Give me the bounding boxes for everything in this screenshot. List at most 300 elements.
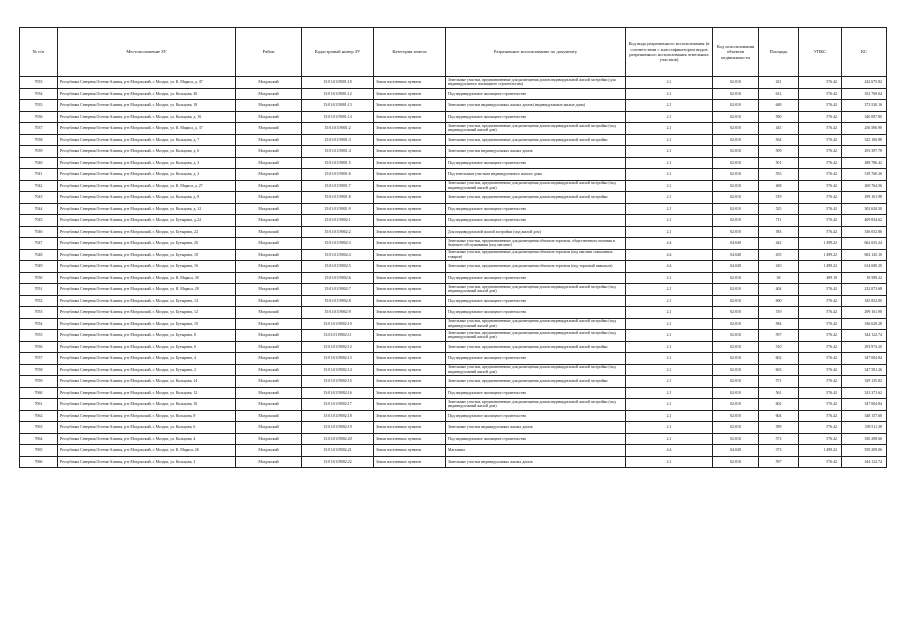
cell-upks: 576.42: [799, 376, 842, 388]
cell-district: Моздокский: [236, 238, 302, 250]
cell-realty-use-code: 02:010: [713, 123, 759, 135]
cell-location: Республика Северная Осетия-Алания, р-н Моздокский, г. Моздок, ул. Кольцова, д. 6: [58, 146, 236, 158]
cell-land-category: Земли населенных пунктов: [374, 169, 446, 181]
cell-use-type-code: 2.1: [626, 272, 713, 284]
cell-realty-use-code: 02:010: [713, 456, 759, 468]
cell-cadastral-number: 15:01:0119002:14: [302, 364, 374, 376]
table-row: [20, 169, 887, 181]
cell-location: Республика Северная Осетия-Алания, р-н Моздокский, г. Моздок, ул. Бутырина, 22: [58, 226, 236, 238]
cell-number: 7055: [20, 330, 58, 342]
cell-ks: 662 655.24: [842, 238, 887, 250]
cell-location: Республика Северная Осетия-Алания, р-н Моздокский, г. Моздок, ул. Кольцова, 20: [58, 88, 236, 100]
cell-ks: 344 122.74: [842, 330, 887, 342]
cell-ks: 323 371.62: [842, 387, 887, 399]
cell-upks: 576.42: [799, 295, 842, 307]
cell-district: Моздокский: [236, 203, 302, 215]
cell-area: 501: [759, 157, 799, 169]
cell-district: Моздокский: [236, 284, 302, 296]
table-row: [20, 146, 887, 158]
cell-number: 7064: [20, 433, 58, 445]
cell-upks: 576.42: [799, 169, 842, 181]
cell-cadastral-number: 15:01:0119001:12: [302, 88, 374, 100]
cell-number: 7062: [20, 410, 58, 422]
cell-land-category: Земли населенных пунктов: [374, 445, 446, 457]
table-row: [20, 295, 887, 307]
cell-use-type-code: 2.1: [626, 433, 713, 445]
cell-district: Моздокский: [236, 77, 302, 89]
cell-use-type-code: 4.4: [626, 249, 713, 261]
cell-ks: 344 122.74: [842, 456, 887, 468]
cell-number: 7059: [20, 376, 58, 388]
cell-ks: 325 100.88: [842, 134, 887, 146]
cell-cadastral-number: 15:01:0119002:4: [302, 249, 374, 261]
cell-upks: 576.42: [799, 215, 842, 227]
cell-cadastral-number: 15:01:0119002:10: [302, 318, 374, 330]
cell-number: 7035: [20, 100, 58, 112]
cell-upks: 576.42: [799, 77, 842, 89]
register-sheet: [19, 27, 886, 468]
cell-realty-use-code: 04:040: [713, 261, 759, 273]
cell-upks: 576.42: [799, 180, 842, 192]
cell-permitted-use: Под индивидуальное жилищное строительство: [446, 307, 626, 319]
table-row: [20, 318, 887, 330]
cell-land-category: Земли населенных пунктов: [374, 123, 446, 135]
cell-upks: 1 499.22: [799, 445, 842, 457]
table-row: [20, 77, 887, 89]
cell-cadastral-number: 15:01:0119002:21: [302, 445, 374, 457]
cell-ks: 347 004.84: [842, 399, 887, 411]
cell-number: 7050: [20, 272, 58, 284]
cell-area: 421: [759, 77, 799, 89]
cell-ks: 299 161.98: [842, 192, 887, 204]
cell-land-category: Земли населенных пунктов: [374, 203, 446, 215]
cell-district: Моздокский: [236, 364, 302, 376]
cell-use-type-code: 2.1: [626, 157, 713, 169]
cell-permitted-use: Под индивидуальное жилищное строительство: [446, 157, 626, 169]
cell-permitted-use: Под индивидуальное жилищное строительство: [446, 295, 626, 307]
cell-land-category: Земли населенных пунктов: [374, 249, 446, 261]
cell-permitted-use: Земельные участки, предназначенные для размещения объектов торговли, общественного питания и бытового обслуживания (под магазин): [446, 238, 626, 250]
table-row: [20, 422, 887, 434]
cell-district: Моздокский: [236, 88, 302, 100]
cell-permitted-use: Земельные участки, предназначенные для размещения домов индивидуальной жилой застройки: [446, 134, 626, 146]
cell-number: 7049: [20, 261, 58, 273]
cell-land-category: Земли населенных пунктов: [374, 88, 446, 100]
cell-permitted-use: Под индивидуальное жилищное строительство: [446, 410, 626, 422]
cell-area: 590: [759, 111, 799, 123]
cell-permitted-use: Земельные участки, предназначенные для размещения объектов торговли (под торговый павильон): [446, 261, 626, 273]
cell-location: Республика Северная Осетия-Алания, р-н Моздокский, г. Моздок, ул. Бутырина, 20: [58, 238, 236, 250]
cell-district: Моздокский: [236, 307, 302, 319]
cell-use-type-code: 2.1: [626, 364, 713, 376]
cell-district: Моздокский: [236, 192, 302, 204]
cell-area: 404: [759, 284, 799, 296]
cell-realty-use-code: 02:010: [713, 203, 759, 215]
cell-permitted-use: Под индивидуальное жилищное строительство: [446, 433, 626, 445]
cell-upks: 576.42: [799, 111, 842, 123]
cell-permitted-use: Земельные участки, предназначенные для размещения домов индивидуальной жилой застройки (для индивидуального жилищного строительства): [446, 77, 626, 89]
cell-cadastral-number: 15:01:0119002:19: [302, 422, 374, 434]
cell-cadastral-number: 15:01:0119001:9: [302, 203, 374, 215]
cell-number: 7054: [20, 318, 58, 330]
cell-ks: 352 769.04: [842, 88, 887, 100]
cell-upks: 1 499.22: [799, 261, 842, 273]
cell-use-type-code: 2.1: [626, 456, 713, 468]
cell-permitted-use: Под индивидуальное жилищное строительство: [446, 215, 626, 227]
cell-upks: 576.42: [799, 123, 842, 135]
table-row: [20, 410, 887, 422]
table-row: [20, 180, 887, 192]
cell-number: 7057: [20, 353, 58, 365]
cell-upks: 576.42: [799, 146, 842, 158]
table-row: [20, 88, 887, 100]
header-upks: УПКС: [799, 28, 842, 77]
cell-upks: 576.42: [799, 399, 842, 411]
cell-district: Моздокский: [236, 272, 302, 284]
cell-cadastral-number: 15:01:0119002:8: [302, 295, 374, 307]
cell-area: 519: [759, 307, 799, 319]
cell-district: Моздокский: [236, 215, 302, 227]
cell-area: 38: [759, 272, 799, 284]
cell-area: 602: [759, 399, 799, 411]
cell-use-type-code: 2.1: [626, 203, 713, 215]
cell-realty-use-code: 02:010: [713, 399, 759, 411]
cell-ks: 682 145.10: [842, 249, 887, 261]
cell-land-category: Земли населенных пунктов: [374, 330, 446, 342]
cell-permitted-use: Под индивидуальное жилищное строительство: [446, 387, 626, 399]
cell-number: 7052: [20, 295, 58, 307]
table-row: [20, 192, 887, 204]
cell-area: 525: [759, 203, 799, 215]
table-row: [20, 123, 887, 135]
cell-upks: 576.42: [799, 410, 842, 422]
cell-permitted-use: Земельные участки, предназначенные для размещения домов индивидуальной жилой застройки (под индивидуальный жилой дом): [446, 330, 626, 342]
cell-upks: 576.42: [799, 157, 842, 169]
cell-cadastral-number: 15:01:0119002:13: [302, 353, 374, 365]
cell-permitted-use: Земельные участки индивидуальных жилых домов: [446, 146, 626, 158]
cell-upks: 576.42: [799, 422, 842, 434]
cell-use-type-code: 2.1: [626, 192, 713, 204]
cell-location: Республика Северная Осетия-Алания, р-н Моздокский, г. Моздок, ул. Бутырина, 16: [58, 261, 236, 273]
cell-location: Республика Северная Осетия-Алания, р-н Моздокский, г. Моздок, ул. Кольцова, д. 12: [58, 203, 236, 215]
cell-land-category: Земли населенных пунктов: [374, 422, 446, 434]
cell-land-category: Земли населенных пунктов: [374, 399, 446, 411]
cell-location: Республика Северная Осетия-Алания, р-н Моздокский, г. Моздок, ул. Кольцова, 14: [58, 376, 236, 388]
table-row: [20, 272, 887, 284]
cell-cadastral-number: 15:01:0119002:22: [302, 456, 374, 468]
cell-realty-use-code: 02:010: [713, 146, 759, 158]
cell-cadastral-number: 15:01:0119001:13: [302, 100, 374, 112]
cell-number: 7042: [20, 180, 58, 192]
cell-realty-use-code: 02:010: [713, 100, 759, 112]
cell-area: 597: [759, 330, 799, 342]
cell-realty-use-code: 02:010: [713, 376, 759, 388]
cell-area: 442: [759, 238, 799, 250]
cell-use-type-code: 2.1: [626, 123, 713, 135]
table-row: [20, 111, 887, 123]
cell-use-type-code: 2.1: [626, 399, 713, 411]
cell-use-type-code: 2.1: [626, 88, 713, 100]
cell-number: 7039: [20, 146, 58, 158]
cell-cadastral-number: 15:01:0119002:5: [302, 261, 374, 273]
cell-land-category: Земли населенных пунктов: [374, 364, 446, 376]
cell-ks: 329 135.82: [842, 376, 887, 388]
cell-cadastral-number: 15:01:0119002:6: [302, 272, 374, 284]
cell-permitted-use: Земельные участки, предназначенные для размещения домов индивидуальной жилой застройки: [446, 376, 626, 388]
cell-permitted-use: Земельные участки, предназначенные для размещения домов индивидуальной жилой застройки (под индивидуальный жилой дом): [446, 364, 626, 376]
cell-realty-use-code: 04:040: [713, 238, 759, 250]
cell-location: Республика Северная Осетия-Алания, р-н Моздокский, г. Моздок, ул. Кольцова, д. 2: [58, 169, 236, 181]
cell-realty-use-code: 02:010: [713, 410, 759, 422]
cell-permitted-use: Под индивидуальное жилищное строительство: [446, 203, 626, 215]
cell-ks: 347 581.26: [842, 364, 887, 376]
cell-cadastral-number: 15:01:0119002:12: [302, 341, 374, 353]
cell-land-category: Земли населенных пунктов: [374, 387, 446, 399]
cell-use-type-code: 2.1: [626, 100, 713, 112]
cell-use-type-code: 2.1: [626, 180, 713, 192]
cell-district: Моздокский: [236, 422, 302, 434]
cell-district: Моздокский: [236, 134, 302, 146]
cell-land-category: Земли населенных пунктов: [374, 410, 446, 422]
cell-realty-use-code: 04:040: [713, 249, 759, 261]
cell-location: Республика Северная Осетия-Алания, р-н Моздокский, г. Моздок, ул. Бутырина, д.24: [58, 215, 236, 227]
cell-number: 7045: [20, 215, 58, 227]
table-row: [20, 203, 887, 215]
cell-district: Моздокский: [236, 146, 302, 158]
cell-realty-use-code: 02:010: [713, 307, 759, 319]
cell-location: Республика Северная Осетия-Алания, р-н Моздокский, г. Моздок, ул. К. Маркса, д. 37: [58, 123, 236, 135]
cell-number: 7040: [20, 157, 58, 169]
table-row: [20, 330, 887, 342]
cell-realty-use-code: 02:010: [713, 284, 759, 296]
cell-permitted-use: Под индивидуальное жилищное строительство: [446, 88, 626, 100]
cell-ks: 269 764.56: [842, 180, 887, 192]
cell-number: 7061: [20, 399, 58, 411]
cell-land-category: Земли населенных пунктов: [374, 77, 446, 89]
cell-upks: 576.42: [799, 353, 842, 365]
cell-location: Республика Северная Осетия-Алания, р-н Моздокский, г. Моздок, ул. Кольцова, 2: [58, 456, 236, 468]
cell-number: 7037: [20, 123, 58, 135]
cell-cadastral-number: 15:01:0119001:10: [302, 77, 374, 89]
cell-location: Республика Северная Осетия-Алания, р-н Моздокский, г. Моздок, ул. Бутырина, 12: [58, 307, 236, 319]
table-row: [20, 100, 887, 112]
cell-district: Моздокский: [236, 387, 302, 399]
cell-number: 7047: [20, 238, 58, 250]
cell-permitted-use: Земельные участки, предназначенные для размещения объектов торговли (под магазин смешанных товаров): [446, 249, 626, 261]
cell-location: Республика Северная Осетия-Алания, р-н Моздокский, г. Моздок, ул. Кольцова, 10: [58, 399, 236, 411]
cell-upks: 576.42: [799, 284, 842, 296]
cell-ks: 293 397.78: [842, 146, 887, 158]
cell-permitted-use: Под индивидуальное жилищное строительство: [446, 353, 626, 365]
cell-ks: 302 620.50: [842, 203, 887, 215]
cell-district: Моздокский: [236, 376, 302, 388]
cell-land-category: Земли населенных пунктов: [374, 134, 446, 146]
cell-permitted-use: Под земельным участком индивидуального жилого дома: [446, 169, 626, 181]
cell-permitted-use: Под индивидуальное жилищное строительство: [446, 111, 626, 123]
cell-number: 7056: [20, 341, 58, 353]
cell-ks: 339 511.38: [842, 422, 887, 434]
cell-realty-use-code: 02:010: [713, 88, 759, 100]
header-number: № п/п: [20, 28, 58, 77]
cell-cadastral-number: 15:01:0119002:11: [302, 330, 374, 342]
cell-location: Республика Северная Осетия-Алания, р-н Моздокский, г. Моздок, ул. Бутырина, 6: [58, 341, 236, 353]
cell-ks: 242 675.82: [842, 77, 887, 89]
cell-area: 573: [759, 433, 799, 445]
cell-area: 648: [759, 100, 799, 112]
cell-cadastral-number: 15:01:0119002:9: [302, 307, 374, 319]
cell-use-type-code: 2.1: [626, 134, 713, 146]
table-row: [20, 249, 887, 261]
cell-cadastral-number: 15:01:0119001:5: [302, 157, 374, 169]
cell-area: 584: [759, 318, 799, 330]
cell-permitted-use: Под индивидуальное жилищное строительство: [446, 272, 626, 284]
cell-permitted-use: Земельные участки индивидуальных жилых домов: [446, 422, 626, 434]
cell-district: Моздокский: [236, 433, 302, 445]
cell-use-type-code: 2.1: [626, 226, 713, 238]
cell-realty-use-code: 02:010: [713, 215, 759, 227]
cell-district: Моздокский: [236, 330, 302, 342]
cell-realty-use-code: 02:010: [713, 318, 759, 330]
cell-number: 7058: [20, 364, 58, 376]
cell-number: 7044: [20, 203, 58, 215]
table-row: [20, 226, 887, 238]
cell-district: Моздокский: [236, 399, 302, 411]
cell-upks: 576.42: [799, 88, 842, 100]
cell-use-type-code: 2.1: [626, 330, 713, 342]
cell-permitted-use: Земельные участки, предназначенные для размещения домов индивидуальной жилой застройки: [446, 341, 626, 353]
cell-district: Моздокский: [236, 353, 302, 365]
cell-permitted-use: Земельные участки, предназначенные для размещения домов индивидуальной жилой застройки (под индивидуальный жилой дом): [446, 399, 626, 411]
cell-area: 468: [759, 180, 799, 192]
cell-land-category: Земли населенных пунктов: [374, 284, 446, 296]
cell-use-type-code: 4.4: [626, 445, 713, 457]
cell-cadastral-number: 15:01:0119002:7: [302, 284, 374, 296]
table-row: [20, 341, 887, 353]
cell-ks: 293 974.20: [842, 341, 887, 353]
cell-location: Республика Северная Осетия-Алания, р-н Моздокский, г. Моздок, ул. Кольцова, 4: [58, 433, 236, 445]
cell-district: Моздокский: [236, 180, 302, 192]
cell-district: Моздокский: [236, 456, 302, 468]
cell-ks: 345 852.00: [842, 295, 887, 307]
cell-upks: 576.42: [799, 330, 842, 342]
cell-number: 7048: [20, 249, 58, 261]
cell-ks: 340 087.80: [842, 111, 887, 123]
cell-location: Республика Северная Осетия-Алания, р-н Моздокский, г. Моздок, ул. Кольцова, д. 8: [58, 192, 236, 204]
cell-permitted-use: Земельные участки, предназначенные для размещения домов индивидуальной жилой застройки (под индивидуальный жилой дом): [446, 284, 626, 296]
cell-area: 612: [759, 88, 799, 100]
cell-cadastral-number: 15:01:0119001:14: [302, 111, 374, 123]
cell-realty-use-code: 04:040: [713, 445, 759, 457]
cell-number: 7038: [20, 134, 58, 146]
cell-ks: 347 004.84: [842, 353, 887, 365]
cell-location: Республика Северная Осетия-Алания, р-н Моздокский, г. Моздок, ул. Бутырина, 4: [58, 353, 236, 365]
cell-area: 519: [759, 192, 799, 204]
cell-permitted-use: Магазины: [446, 445, 626, 457]
cell-district: Моздокский: [236, 249, 302, 261]
cell-cadastral-number: 15:01:0119002:16: [302, 387, 374, 399]
cell-location: Республика Северная Осетия-Алания, р-н Моздокский, г. Моздок, ул. К. Маркса, 28: [58, 284, 236, 296]
cell-cadastral-number: 15:01:0119002:1: [302, 215, 374, 227]
cell-ks: 256 506.90: [842, 123, 887, 135]
cell-district: Моздокский: [236, 410, 302, 422]
cell-area: 602: [759, 353, 799, 365]
cell-number: 7046: [20, 226, 58, 238]
cell-upks: 576.42: [799, 307, 842, 319]
cell-use-type-code: 2.1: [626, 410, 713, 422]
cell-location: Республика Северная Осетия-Алания, р-н Моздокский, г. Моздок, ул. Кольцова, 6: [58, 422, 236, 434]
cell-ks: 614 680.20: [842, 261, 887, 273]
cell-number: 7033: [20, 77, 58, 89]
header-area: Площадь: [759, 28, 799, 77]
cell-ks: 409 834.62: [842, 215, 887, 227]
cell-realty-use-code: 02:010: [713, 330, 759, 342]
cell-district: Моздокский: [236, 261, 302, 273]
cell-location: Республика Северная Осетия-Алания, р-н Моздокский, г. Моздок, ул. Кольцова, д. 16: [58, 111, 236, 123]
cell-location: Республика Северная Осетия-Алания, р-н Моздокский, г. Моздок, ул. К. Маркса, 26: [58, 445, 236, 457]
cell-area: 597: [759, 456, 799, 468]
cell-upks: 1 499.22: [799, 238, 842, 250]
cell-upks: 576.42: [799, 456, 842, 468]
cell-cadastral-number: 15:01:0119002:3: [302, 238, 374, 250]
cell-permitted-use: Земельные участки, предназначенные для размещения домов индивидуальной жилой застройки (под индивидуальный жилой дом): [446, 180, 626, 192]
cell-use-type-code: 2.1: [626, 215, 713, 227]
cell-realty-use-code: 02:010: [713, 422, 759, 434]
table-row: [20, 284, 887, 296]
table-row: [20, 307, 887, 319]
cell-upks: 576.42: [799, 100, 842, 112]
cell-land-category: Земли населенных пунктов: [374, 226, 446, 238]
table-row: [20, 376, 887, 388]
cell-permitted-use: Земельные участки, предназначенные для размещения домов индивидуальной жилой застройки (под индивидуальный жилой дом): [446, 318, 626, 330]
cell-ks: 559 209.06: [842, 445, 887, 457]
cell-number: 7034: [20, 88, 58, 100]
cell-use-type-code: 2.1: [626, 387, 713, 399]
cell-cadastral-number: 15:01:0119002:15: [302, 376, 374, 388]
cell-use-type-code: 2.1: [626, 295, 713, 307]
cell-upks: 576.42: [799, 226, 842, 238]
header-cadastral-number: Кадастровый номер ЗУ: [302, 28, 374, 77]
cell-land-category: Земли населенных пунктов: [374, 215, 446, 227]
cell-area: 589: [759, 422, 799, 434]
cell-realty-use-code: 02:010: [713, 169, 759, 181]
table-row: [20, 364, 887, 376]
cell-land-category: Земли населенных пунктов: [374, 261, 446, 273]
cell-area: 564: [759, 134, 799, 146]
cell-use-type-code: 2.1: [626, 318, 713, 330]
cell-location: Республика Северная Осетия-Алания, р-н Моздокский, г. Моздок, ул. Кольцова, 12: [58, 387, 236, 399]
table-row: [20, 261, 887, 273]
cell-upks: 576.42: [799, 387, 842, 399]
cell-use-type-code: 2.1: [626, 77, 713, 89]
cell-location: Республика Северная Осетия-Алания, р-н Моздокский, г. Моздок, ул. Кольцова, д. 7: [58, 134, 236, 146]
table-row: [20, 134, 887, 146]
cell-realty-use-code: 02:010: [713, 353, 759, 365]
cell-realty-use-code: 02:010: [713, 433, 759, 445]
cell-use-type-code: 2.1: [626, 284, 713, 296]
cell-use-type-code: 2.1: [626, 376, 713, 388]
cell-location: Республика Северная Осетия-Алания, р-н Моздокский, г. Моздок, ул. Бутырина, 18: [58, 249, 236, 261]
cell-land-category: Земли населенных пунктов: [374, 433, 446, 445]
header-use-type-code: Код вида разрешенного использования (в соответствии с классификатором видов разрешенного использования земельных участков): [626, 28, 713, 77]
cell-cadastral-number: 15:01:0119001:3: [302, 134, 374, 146]
cell-land-category: Земли населенных пунктов: [374, 295, 446, 307]
cell-location: Республика Северная Осетия-Алания, р-н Моздокский, г. Моздок, ул. Кольцова, 8: [58, 410, 236, 422]
cell-location: Республика Северная Осетия-Алания, р-н Моздокский, г. Моздок, ул. Бутырина, 2: [58, 364, 236, 376]
cell-land-category: Земли населенных пунктов: [374, 100, 446, 112]
cell-land-category: Земли населенных пунктов: [374, 456, 446, 468]
table-row: [20, 215, 887, 227]
cell-cadastral-number: 15:01:0119002:20: [302, 433, 374, 445]
